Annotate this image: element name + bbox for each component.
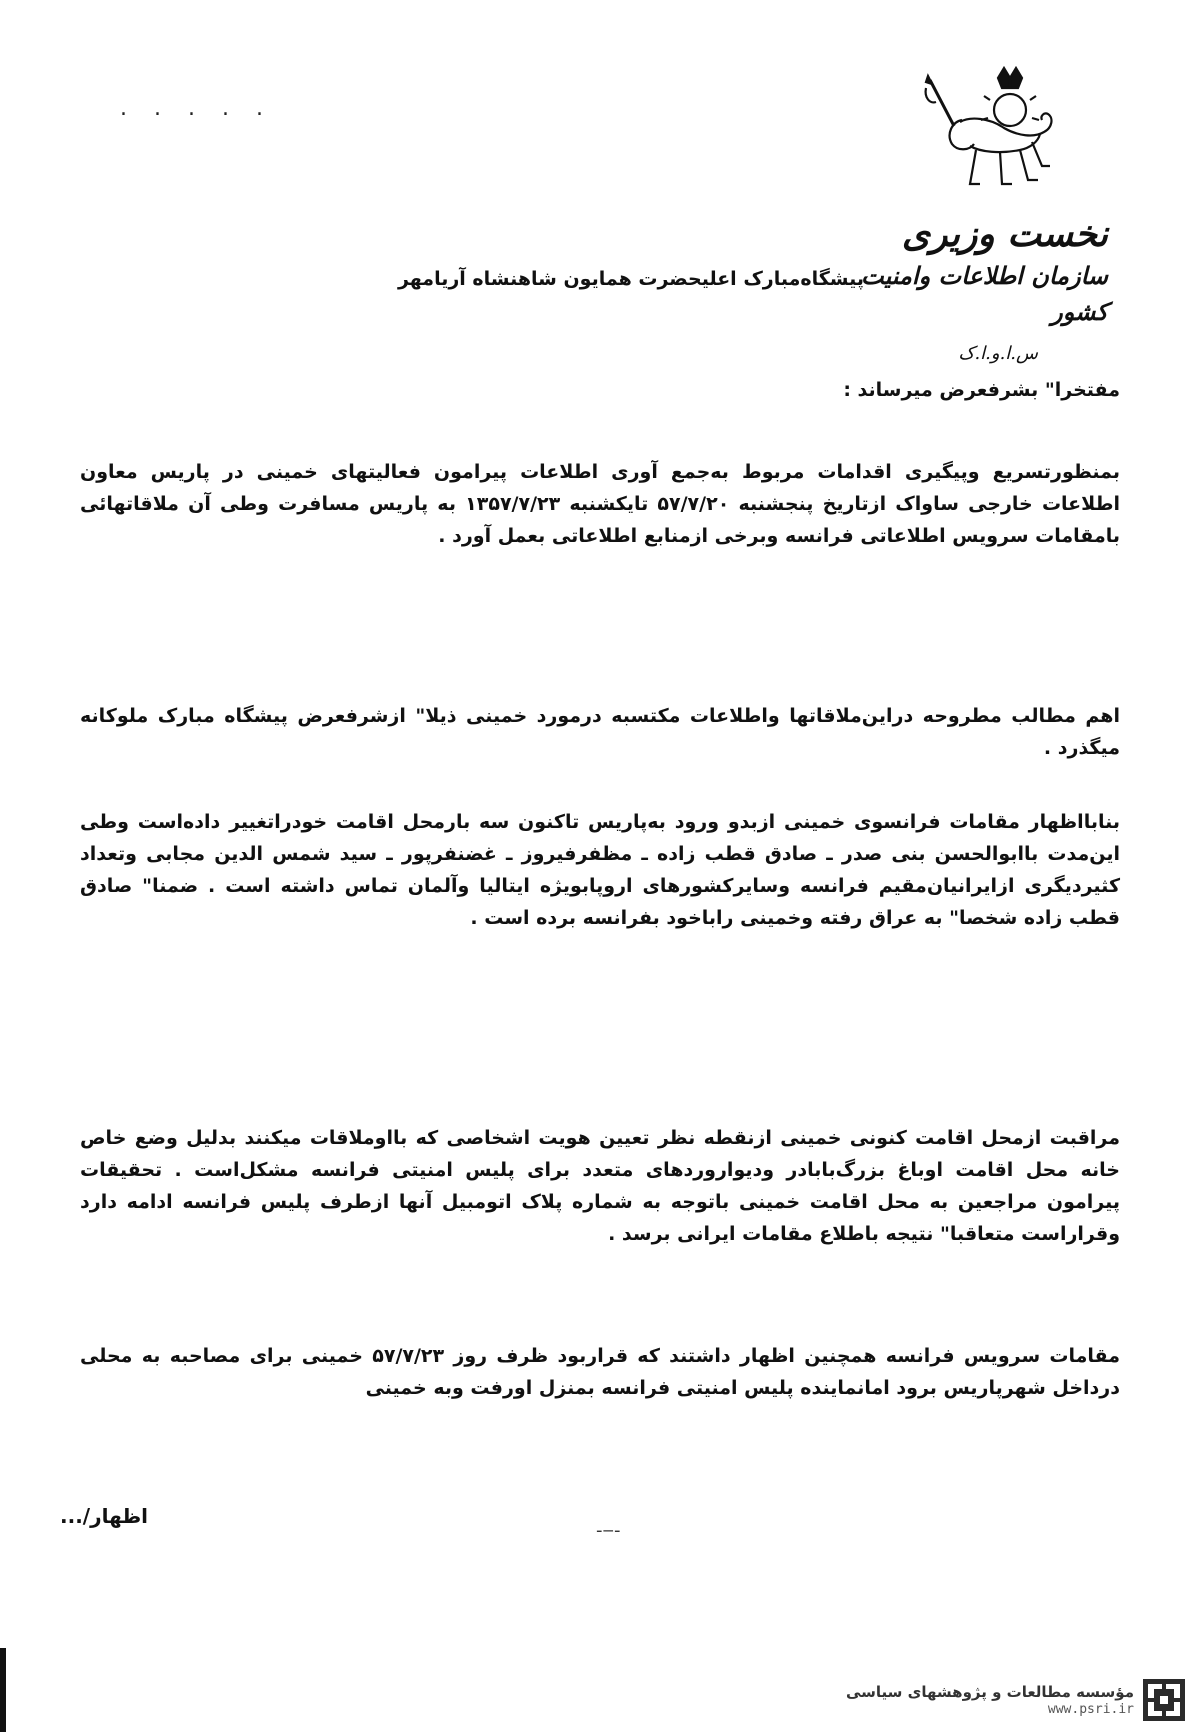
paragraph-1	[80, 456, 1120, 552]
stray-mark: -‒-	[596, 1520, 621, 1541]
recipient-line: پیشگاه‌مبارک اعلیحضرت همایون شاهنشاه آریامهر	[397, 268, 864, 290]
paragraph-text: بمنظورتسریع وپیگیری اقدامات مربوط به‌جمع آوری اطلاعات پیرامون فعالیتهای خمینی در پاریس معاون اطلاعات خارجی ساواک ازتاریخ پنجشنبه ۵۷/۷/۲۰ تایکشنبه ۱۳۵۷/۷/۲۳ به پاریس مسافرت وطی آن ملاقاتهائی بامقامات سرویس اطلاعاتی فرانسه وبرخی ازمنابع اطلاعاتی بعمل آورد .	[80, 461, 1120, 547]
paragraph-text: مراقبت ازمحل اقامت کنونی خمینی ازنقطه نظر تعیین هویت اشخاصی که بااوملاقات میکنند بدلیل وضع خاص خانه محل اقامت اوباغ بزرگ‌بابادر ودیواروردهای متعدد برای پلیس امنیتی فرانسه مشکل‌است . تحقیقات پیرامون مراجعین به محل اقامت خمینی باتوجه به شماره پلاک اتومبیل آنها ازطرف پلیس فرانسه ادامه دارد وقراراست متعاقبا" نتیجه باطلاع مقامات ایرانی برسد .	[80, 1127, 1120, 1245]
reference-code: س.ا.و.ا.ک	[958, 343, 1038, 364]
watermark-text	[846, 1682, 1134, 1718]
paragraph-text: مقامات سرویس فرانسه همچنین اظهار داشتند که قراربود ظرف روز ۵۷/۷/۲۳ خمینی برای مصاحبه به محلی درداخل شهرپاریس برود امانماینده پلیس امنیتی فرانسه بمنزل اورفت وبه خمینی	[80, 1345, 1120, 1399]
continuation-word: اظهار/...	[60, 1504, 149, 1528]
paragraph-text: بنابااظهار مقامات فرانسوی خمینی ازبدو ورود به‌پاریس تاکنون سه بارمحل اقامت خودراتغییر داده‌است وطی این‌مدت باابوالحسن بنی صدر ـ صادق قطب زاده ـ مظفرفیروز ـ غضنفرپور ـ سید شمس الدین مجابی وتعداد کثیردیگری ازایرانیان‌مقیم فرانسه وسایرکشورهای اروپابویژه ایتالیا وآلمان تماس داشته است . ضمنا" صادق قطب زاده شخصا" به عراق رفته وخمینی راباخود بفرانسه برده است .	[80, 811, 1120, 929]
paragraph-text: اهم مطالب مطروحه دراین‌ملاقاتها واطلاعات مکتسبه درمورد خمینی ذیلا" ازشرفعرض پیشگاه مبارک ملوکانه میگذرد .	[80, 705, 1120, 759]
paragraph-4	[80, 1122, 1120, 1250]
institute-logo-icon	[1142, 1678, 1186, 1722]
paragraph-2	[80, 700, 1120, 764]
prime-ministry-heading: نخست وزیری	[901, 213, 1108, 255]
scan-edge-bar	[0, 1648, 6, 1732]
paragraph-5	[80, 1340, 1120, 1404]
organization-name: سازمان اطلاعات وامنیت کشور	[861, 261, 1108, 326]
top-dots: . . . . .	[120, 96, 273, 121]
salutation: مفتخرا" بشرفعرض میرساند :	[843, 379, 1120, 401]
watermark-url: www.psri.ir	[1047, 1702, 1134, 1717]
watermark-title: مؤسسه مطالعات و پژوهشهای سیاسی	[845, 1683, 1134, 1701]
watermark	[846, 1676, 1186, 1724]
issuing-organization	[848, 212, 1108, 368]
paragraph-3	[80, 806, 1120, 934]
lion-and-sun-emblem-icon	[920, 60, 1060, 210]
